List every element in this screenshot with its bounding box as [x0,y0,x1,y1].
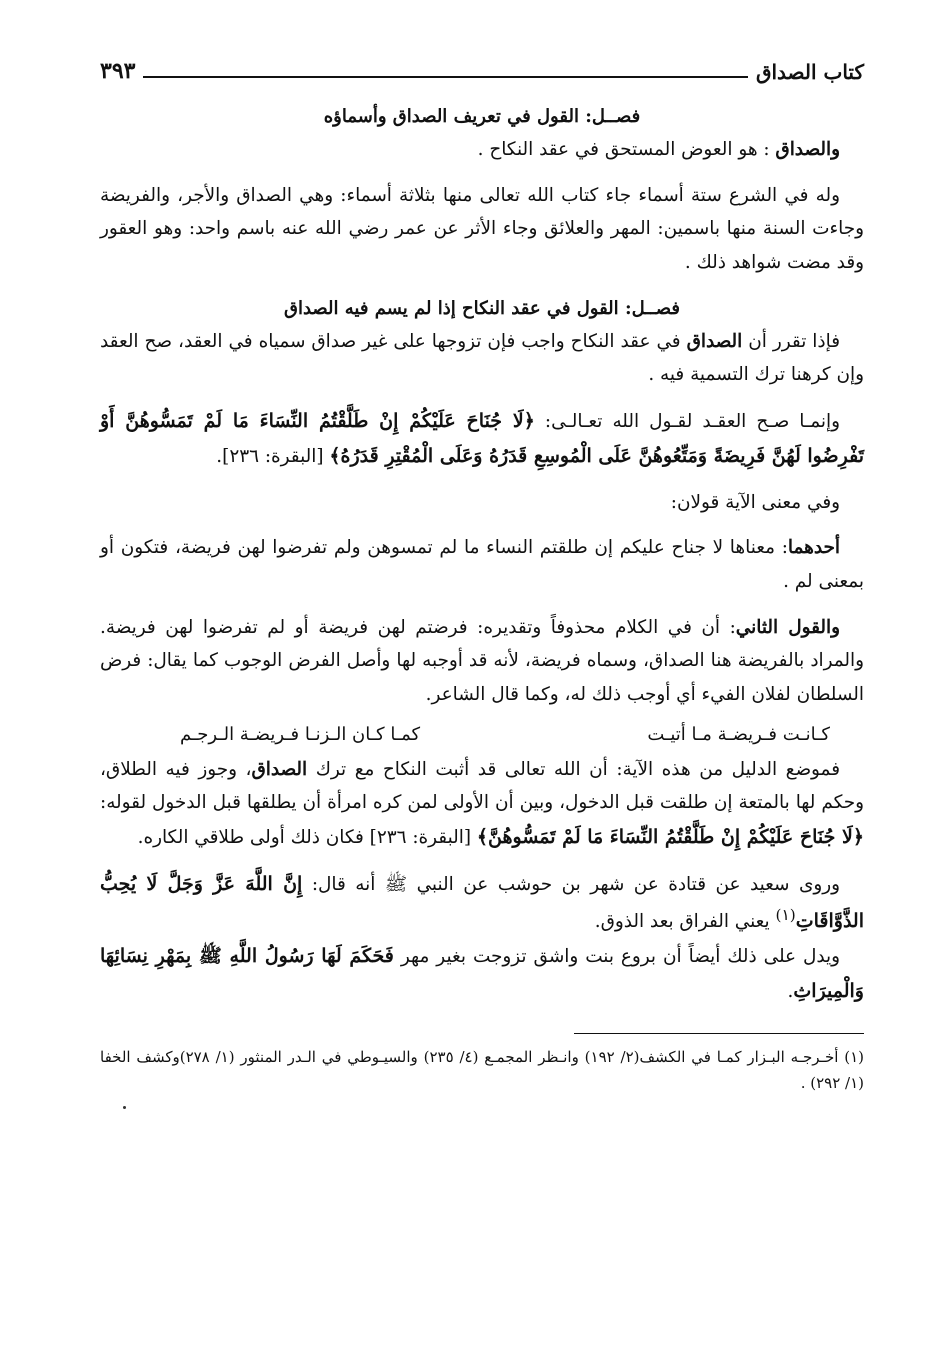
definition-paragraph [100,133,864,167]
verse-paragraph [100,404,864,474]
first-opinion-paragraph [100,531,864,598]
definition-term: والصداق [775,139,840,160]
settled-paragraph [100,325,864,392]
print-speck [123,1106,126,1109]
text-run: : أن في الكلام محذوفاً وتقديره: فرضتم لهن فريضة أو لم تفرضوا لهن فريضة. والمراد بالفريضة هنا الصداق، وسماه فريضة، لأنه قد أوجبه لها وأصل الفرض الوجوب كما يقال: فرض السلطان لفلان الفيء أي أوجب ذلك له، وكما قال الشاعر. [100,616,864,705]
book-page [100,50,864,1330]
second-opinion-paragraph [100,611,864,712]
text-run: فموضع الدليل من هذه الآية: أن الله تعالى قد أثبت النكاح مع ترك [307,758,840,780]
meaning-paragraph: وفي معنى الآية قولان: [670,491,840,513]
bold-term: الصداق [686,330,743,352]
footnote: (١) أخـرجـه البـزار كمـا في الكشف(٢/ ١٩٢) وانـظر المجمـع (٤/ ٢٣٥) والسيـوطي في الـدر المنثور (١/ ٢٧٨)وكشف الخفا (١/ ٢٩٢) . [100,1047,865,1093]
heading-text: القول في تعريف الصداق وأسماؤه [323,106,586,127]
text-run: ، وجوز فيه الطلاق، وحكم لها بالمتعة إن طلقت قبل الدخول، وبين أن الأولى لمن كره امرأة أن يطلقها قبل الدخول لقوله: [100,758,864,814]
poem-hemistich-second: كمـا كـان الـزنـا فـريضـة الـرجـم [180,723,421,745]
section-heading-unnamed-dower [100,298,864,319]
text-run: يعني الفراق بعد الذوق. [594,911,776,933]
text-run: في عقد النكاح واجب فإن تزوجها على غير صداق سمياه في العقد، صح العقد وإن كرهنا ترك التسمية فيه . [100,330,864,386]
header-rule [143,76,748,78]
heading-lead: فصــل: [624,297,680,319]
quran-verse: ﴿لَا جُنَاحَ عَلَيْكُمْ إِنْ طَلَّقْتُمُ النِّسَاءَ مَا لَمْ تَمَسُّوهُنَّ﴾ [476,825,864,848]
book-title: كتاب الصداق [755,60,864,84]
text-run: فإذا تقرر أن [742,330,841,352]
bold-term: والقول الثاني [735,616,840,638]
section-heading-definition [100,106,864,127]
barwa-paragraph [100,939,864,1009]
evidence-paragraph [100,753,864,855]
heading-lead: فصــل: [585,106,641,127]
bold-term: الصداق [251,758,308,780]
poem-verse [100,712,864,753]
poem-hemistich-first: كـانـت فـريضـة مـا أتيـت [647,723,830,745]
text-run: وإنمـا صـح العقـد لقـول الله تعـالـى: [534,411,840,433]
text-run: وروى سعيد عن قتادة عن شهر بن حوشب عن النبي ﷺ أنه قال: [302,873,840,895]
bold-term: أحدهما [787,537,840,559]
definition-text: : هو العوض المستحق في عقد النكاح . [477,139,776,160]
text-run: [البقرة: ٢٣٦] فكان ذلك أولى طلاقي الكاره. [137,826,477,848]
text-run: . [787,981,794,1003]
page-number: ٣٩٣ [100,58,136,84]
footnote-marker: (١) [775,906,796,925]
text-run: ويدل على ذلك أيضاً أن بروع بنت واشق تزوجت بغير مهر [393,946,840,968]
hadith-paragraph [100,867,864,940]
heading-text: القول في عقد النكاح إذا لم يسم فيه الصداق [283,297,625,319]
hadith-quote: فَحَكَمَ لَهَا رَسُولُ اللَّهِ ﷺ بِمَهْرِ نِسَائِهَا وَالْمِيرَاثِ [100,945,864,1003]
running-header [100,50,864,84]
text-run: : معناها لا جناح عليكم إن طلقتم النساء ما لم تمسوهن ولم تفرضوا لهن فريضة، فتكون أو بمعنى لم . [100,537,864,592]
verse-reference: [البقرة: ٢٣٦]. [216,445,330,467]
hadith-quote: إِنَّ اللَّهَ عَزَّ وَجَلَّ لَا يُحِبُّ الذَّوَّاقَاتِ [100,872,864,933]
names-paragraph: وله في الشرع ستة أسماء جاء كتاب الله تعالى منها بثلاثة أسماء: وهي الصداق والأجر، والفريضة وجاءت السنة منها باسمين: المهر والعلائق وجاء الأثر عن عمر رضي الله عنه باسم واحد: وهو العقور وقد مضت شواهد ذلك . [100,184,864,274]
footnote-separator [574,1033,864,1034]
quran-verse: ﴿لَا جُنَاحَ عَلَيْكُمْ إِنْ طَلَّقْتُمُ النِّسَاءَ مَا لَمْ تَمَسُّوهُنَّ أَوْ تَفْرِضُوا لَهُنَّ فَرِيضَةً وَمَتِّعُوهُنَّ عَلَى الْمُوسِعِ قَدَرُهُ وَعَلَى الْمُقْتِرِ قَدَرُهُ﴾ [100,410,864,467]
